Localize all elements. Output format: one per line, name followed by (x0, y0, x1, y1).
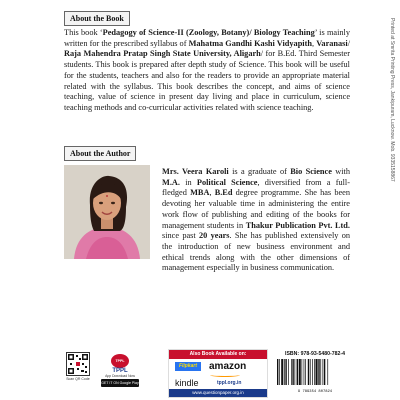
author-portrait-image (64, 165, 150, 259)
book-text-part: / for B.Ed. Third Semester students. This book is prepared after depth study of Science. This book will be useful for the students, teachers and also for the readers to provide an appropriate material related with the syllabus. This book describes the concept, and aims of science teaching, value of science in present day living and place in curriculum, science teaching methods and co-curricular activities related with science teaching. (64, 49, 351, 112)
about-book-text (64, 28, 350, 114)
years-experience: 20 years (199, 231, 230, 241)
about-author-text (162, 167, 350, 274)
author-text-part: with (331, 167, 351, 176)
author-name: Mrs. Veera Karoli (162, 167, 229, 176)
company-name: Thakur Publication Pvt. Ltd. (245, 220, 350, 230)
printer-imprint (386, 18, 398, 318)
book-text-part: This book ‘ (64, 28, 103, 37)
barcode-digits: 9 789354 807824 (297, 390, 333, 394)
author-photo (64, 165, 150, 259)
barcode-icon (275, 359, 349, 385)
website-url[interactable]: www.questionpaper.org.in (169, 389, 267, 397)
book-text-part: , (312, 38, 317, 48)
google-play-label: GET IT ON Google Play (101, 381, 139, 385)
tppl-app-block (97, 354, 143, 394)
isbn-block (275, 351, 355, 393)
stores-title: Also Book Available on: (169, 350, 267, 359)
author-text-part: in (179, 177, 197, 187)
university-name: Varanasi (316, 38, 348, 48)
qr-code-block (66, 352, 90, 382)
author-text-part: is a graduate of (228, 167, 291, 176)
about-book-heading: About the Book (64, 11, 130, 26)
google-play-badge[interactable] (101, 379, 139, 387)
degree: B.Ed (214, 188, 233, 198)
qr-caption: Scan QR Code (66, 377, 90, 381)
author-text-part: degree programme. She has been devoting her valuable time in administering the entire work flow of publishing and editing of the books for management students in (162, 188, 351, 230)
university-name: Raja Mahendra Pratap Singh State University, Aligarh (64, 49, 261, 59)
book-text-part: / (347, 38, 351, 48)
qr-code-icon (66, 352, 90, 376)
tppl-app-download: App Download Now (105, 374, 135, 378)
tppl-name: TPPL (112, 368, 128, 374)
author-text-part: . She has published extensively on the introduction of new business environment and ethical trends along with the other dimensions of management especially in business communication. (162, 231, 350, 273)
degree: MBA (190, 188, 210, 198)
amazon-smile-icon (210, 373, 240, 377)
author-text-part: , diversified from a full-fledged (162, 177, 351, 198)
degree: Bio Science (290, 167, 332, 176)
kindle-logo[interactable]: kindle (175, 378, 199, 388)
university-name: Mahatma Gandhi Kashi Vidyapith (188, 38, 312, 48)
degree: Political Science (196, 177, 258, 187)
author-text-part: since past (162, 231, 200, 241)
book-text-part: ’ is mainly written for the prescribed syllabus of (64, 28, 351, 48)
amazon-logo[interactable]: amazon (209, 361, 247, 372)
author-text-part: , (209, 188, 215, 198)
book-title: Pedagogy of Science-II (Zoology, Botany)/ Biology Teaching (102, 28, 315, 37)
flipkart-logo[interactable]: Flipkart (175, 362, 201, 371)
printer-imprint-text: Printed at Smrita Printing Press, Jankipuram, Lucknow. Mob. 9335158867 (389, 18, 395, 182)
isbn-number: ISBN: 978-93-5480-782-4 (285, 351, 345, 357)
about-author-heading: About the Author (64, 146, 136, 161)
tppl-url[interactable]: tppl.org.in (217, 380, 242, 386)
stores-block (168, 349, 268, 398)
degree: M.A. (162, 177, 180, 187)
tppl-logo: TPPL (111, 354, 129, 368)
